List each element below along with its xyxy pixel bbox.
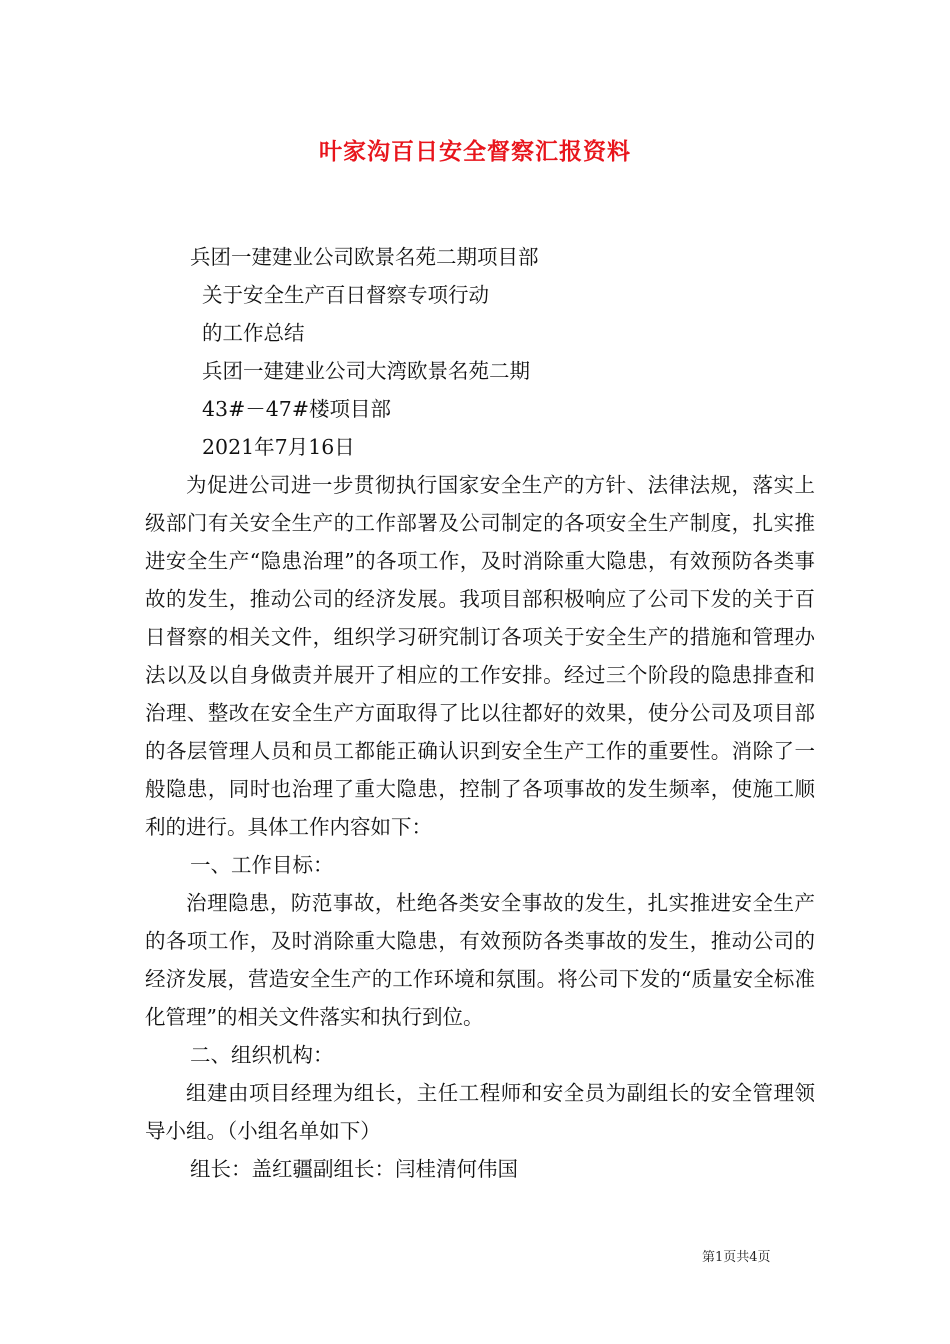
header-line-company: 兵团一建建业公司大湾欧景名苑二期 [202, 359, 530, 383]
header-line-date: 2021年7月16日 [202, 435, 355, 459]
page-indicator: 第1页共4页 [702, 1250, 771, 1265]
section-heading-organization: 二、组织机构： [190, 1043, 334, 1067]
header-line-summary: 的工作总结 [202, 321, 305, 345]
header-line-project: 兵团一建建业公司欧景名苑二期项目部 [190, 245, 539, 269]
goals-paragraph: 治理隐患，防范事故，杜绝各类安全事故的发生，扎实推进安全生产的各项工作，及时消除重大隐患，有效预防各类事故的发生，推动公司的经济发展，营造安全生产的工作环境和氛围。将公司下发的“质量安全标准化管理”的相关文件落实和执行到位。 [145, 891, 815, 1029]
header-line-buildings: 43#－47#楼项目部 [202, 397, 392, 421]
document-body [145, 238, 815, 1188]
header-line-subject: 关于安全生产百日督察专项行动 [202, 283, 489, 307]
leader-line: 组长：盖红疆副组长：闫桂清何伟国 [190, 1157, 518, 1181]
intro-paragraph: 为促进公司进一步贯彻执行国家安全生产的方针、法律法规，落实上级部门有关安全生产的工作部署及公司制定的各项安全生产制度，扎实推进安全生产“隐患治理”的各项工作，及时消除重大隐患，有效预防各类事故的发生，推动公司的经济发展。我项目部积极响应了公司下发的关于百日督察的相关文件，组织学习研究制订各项关于安全生产的措施和管理办法以及以自身做责并展开了相应的工作安排。经过三个阶段的隐患排查和治理、整改在安全生产方面取得了比以往都好的效果，使分公司及项目部的各层管理人员和员工都能正确认识到安全生产工作的重要性。消除了一般隐患，同时也治理了重大隐患，控制了各项事故的发生频率，使施工顺利的进行。具体工作内容如下： [145, 473, 815, 839]
section-heading-goals: 一、工作目标： [190, 853, 334, 877]
organization-paragraph: 组建由项目经理为组长，主任工程师和安全员为副组长的安全管理领导小组。（小组名单如下） [145, 1081, 815, 1143]
document-title: 叶家沟百日安全督察汇报资料 [319, 138, 631, 165]
